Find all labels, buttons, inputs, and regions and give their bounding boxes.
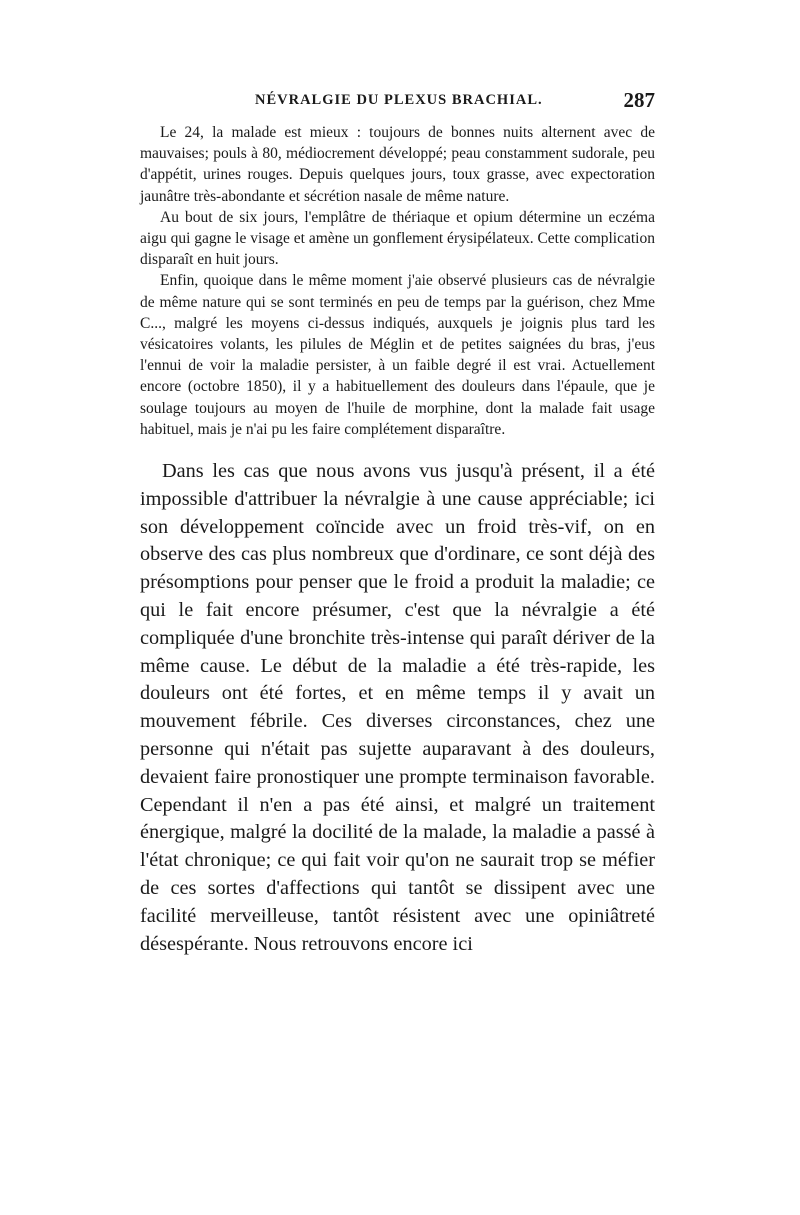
running-title: NÉVRALGIE DU PLEXUS BRACHIAL. [255,92,543,108]
observation-paragraph: Enfin, quoique dans le même moment j'aie observé plusieurs cas de névralgie de même nature qui se sont terminés en peu de temps par la guérison, chez Mme C..., malgré les moyens ci-dessus indiqués, auxquels je joignis plus tard les vésicatoires volants, les pilules de Méglin et de petites saignées du bras, j'eus l'ennui de voir la maladie persister, à un faible degré il est vrai. Actuellement encore (octobre 1850), il y a habituellement des douleurs dans l'épaule, que je soulage toujours au moyen de l'huile de morphine, dont la malade fait usage habituel, mais je n'ai pu les faire complétement disparaître. [140,272,655,438]
observation-paragraph: Au bout de six jours, l'emplâtre de thériaque et opium détermine un eczéma aigu qui gagne le visage et amène un gonflement érysipélateux. Cette complication disparaît en huit jours. [140,208,655,269]
commentary-paragraph: Dans les cas que nous avons vus jusqu'à présent, il a été impossible d'attribuer la névralgie à une cause appréciable; ici son développement coïncide avec un froid très-vif, on en observe des cas plus nombreux que d'ordinare, ce sont déjà des présomptions pour penser que le froid a produit la maladie; ce qui le fait encore présumer, c'est que la névralgie a été compliquée d'une bronchite très-intense qui paraît dériver de la même cause. Le début de la maladie a été très-rapide, les douleurs ont été fortes, et en même temps il y avait un mouvement fébrile. Ces diverses circonstances, chez une personne qui n'était pas sujette auparavant à des douleurs, devaient faire pronostiquer une prompte terminaison favorable. Cependant il n'en a pas été ainsi, et malgré un traitement énergique, malgré la docilité de la malade, la maladie a passé à l'état chronique; ce qui fait voir qu'on ne saurait trop se méfier de ces sortes d'affections qui tantôt se dissipent avec une facilité merveilleuse, tantôt résistent avec une opiniâtreté désespérante. Nous retrouvons encore ici [140,460,655,955]
page-number: 287 [623,88,655,112]
observation-paragraph: Le 24, la malade est mieux : toujours de bonnes nuits alternent avec de mauvaises; pouls à 80, médiocrement développé; peau constamment sudorale, peu d'appétit, urines rouges. Depuis quelques jours, toux grasse, avec expectoration jaunâtre très-abondante et sécrétion nasale de même nature. [140,124,655,205]
commentary [140,458,655,958]
book-page [140,88,655,958]
case-observation [140,122,655,440]
running-head [140,88,655,122]
